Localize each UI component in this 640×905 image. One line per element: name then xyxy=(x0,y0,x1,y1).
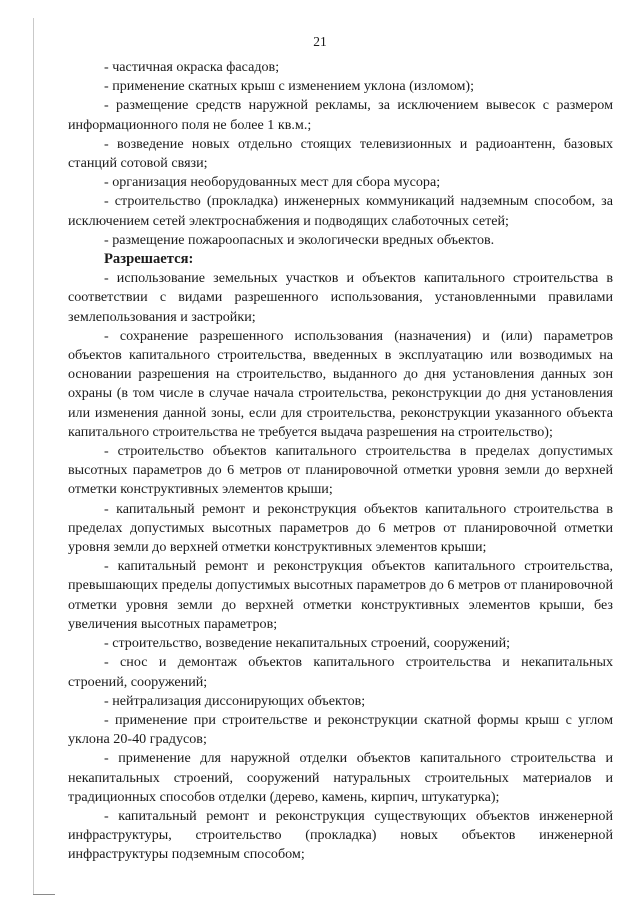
allowed-list xyxy=(68,269,613,864)
document-body xyxy=(68,58,613,865)
list-item: - размещение пожароопасных и экологически вредных объектов. xyxy=(104,231,495,248)
list-item: - снос и демонтаж объектов капитального строительства и некапитальных строений, сооружений; xyxy=(68,654,613,690)
list-item: - капитальный ремонт и реконструкция объектов капитального строительства, превышающих пределы допустимых высотных параметров до 6 метров от планировочной отметки уровня земли до верхней отметки конструктивных элементов крыши, без увеличения высотных параметров; xyxy=(68,558,613,632)
list-item: - возведение новых отдельно стоящих телевизионных и радиоантенн, базовых станций сотовой связи; xyxy=(68,135,613,172)
prohibited-list xyxy=(68,58,613,250)
margin-rule-foot xyxy=(33,894,55,895)
list-item: - применение для наружной отделки объектов капитального строительства и некапитальных строений, сооружений натуральных строительных материалов и традиционных способов отделки (дерево, камень, кирпич, штукатурка); xyxy=(68,750,613,805)
list-item: - организация необорудованных мест для сбора мусора; xyxy=(104,174,441,191)
list-item: - использование земельных участков и объектов капитального строительства в соответствии с видами разрешенного использования, установленными правилами землепользования и застройки; xyxy=(68,270,613,325)
list-item: - нейтрализация диссонирующих объектов; xyxy=(104,692,366,709)
list-item: - строительство (прокладка) инженерных коммуникаций надземным способом, за исключением сетей электроснабжения и подводящих слаботочных сетей; xyxy=(68,193,613,229)
list-item: - частичная окраска фасадов; xyxy=(104,59,280,75)
list-item: - капитальный ремонт и реконструкция существующих объектов инженерной инфраструктуры, строительство (прокладка) новых объектов инженерной инфраструктуры подземным способом; xyxy=(68,807,613,863)
page-number: 21 xyxy=(313,34,327,49)
list-item: - применение скатных крыш с изменением уклона (изломом); xyxy=(104,78,475,95)
list-item: - применение при строительстве и реконструкции скатной формы крыш с углом уклона 20-40 градусов; xyxy=(68,711,613,748)
list-item: - размещение средств наружной рекламы, за исключением вывесок с размером информационного поля не более 1 кв.м.; xyxy=(68,97,613,133)
list-item: - сохранение разрешенного использования (назначения) и (или) параметров объектов капитального строительства, введенных в эксплуатацию или возводимых на основании разрешения на строительство, выданного до дня установления данных зон охраны (в том числе в случае начала строительства, реконструкции до дня установления или изменения данной зоны, если для строительства, реконструкции указанного объекта капитального строительства не требуется выдача разрешения на строительство); xyxy=(68,327,613,440)
list-item: - строительство объектов капитального строительства в пределах допустимых высотных параметров до 6 метров от планировочной отметки уровня земли до верхней отметки конструктивных элементов крыши; xyxy=(68,443,613,498)
margin-rule xyxy=(33,18,34,895)
list-item: - строительство, возведение некапитальных строений, сооружений; xyxy=(104,635,511,652)
list-item: - капитальный ремонт и реконструкция объектов капитального строительства в пределах допустимых высотных параметров до 6 метров от планировочной отметки уровня земли до верхней отметки конструктивных элементов крыши; xyxy=(68,500,613,556)
section-heading: Разрешается: xyxy=(104,251,194,268)
